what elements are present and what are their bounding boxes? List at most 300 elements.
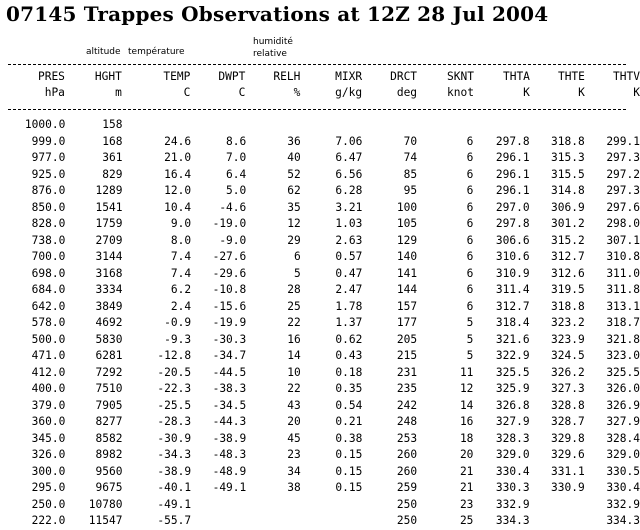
drct-cell: 248 xyxy=(396,415,418,428)
temp-cell: -55.7 xyxy=(157,514,192,527)
column-unit: m xyxy=(115,86,122,99)
thte-cell: 315.5 xyxy=(551,167,585,181)
sknt-cell: 6 xyxy=(466,299,474,313)
table-row xyxy=(8,513,640,530)
table-row xyxy=(8,398,640,415)
column-name: HGHT xyxy=(94,70,122,83)
thtv-cell: 332.9 xyxy=(606,497,640,511)
mixr-cell: 0.18 xyxy=(335,365,363,379)
dwpt-cell: 8.6 xyxy=(226,134,247,148)
temp-cell: -28.3 xyxy=(157,415,192,428)
drct-cell: 85 xyxy=(403,167,418,181)
sknt-cell: 5 xyxy=(466,349,474,362)
pres-cell: 295.0 xyxy=(31,481,66,494)
table-row xyxy=(8,167,640,184)
pres-cell: 977.0 xyxy=(31,151,66,164)
header-bottom-rule xyxy=(8,109,626,110)
thte-cell: 301.2 xyxy=(551,217,585,230)
sknt-cell: 6 xyxy=(466,266,474,280)
relh-cell: 6 xyxy=(293,250,301,263)
pres-cell: 925.0 xyxy=(31,167,66,181)
drct-cell: 105 xyxy=(396,217,418,230)
temp-cell: -40.1 xyxy=(157,481,192,494)
relh-cell: 25 xyxy=(287,299,301,313)
relh-cell: 38 xyxy=(287,481,301,494)
sknt-cell: 23 xyxy=(459,497,474,511)
pres-cell: 300.0 xyxy=(31,464,66,478)
table-row xyxy=(8,282,640,299)
sknt-cell: 6 xyxy=(466,151,474,164)
hght-cell: 5830 xyxy=(95,332,123,346)
thtv-cell: 326.0 xyxy=(606,382,640,395)
sknt-cell: 14 xyxy=(459,398,474,412)
table-row xyxy=(8,381,640,398)
pres-cell: 360.0 xyxy=(31,415,66,428)
pres-cell: 400.0 xyxy=(31,382,66,395)
pres-cell: 471.0 xyxy=(31,349,66,362)
mixr-cell: 6.47 xyxy=(335,151,363,164)
relh-cell: 5 xyxy=(293,266,301,280)
dwpt-cell: -30.3 xyxy=(212,332,247,346)
thtv-cell: 299.1 xyxy=(606,134,640,148)
drct-cell: 259 xyxy=(396,481,418,494)
drct-cell: 100 xyxy=(396,200,418,214)
relh-cell xyxy=(246,117,300,134)
dwpt-cell: -48.3 xyxy=(212,448,247,461)
thta-cell: 328.3 xyxy=(495,431,530,445)
sknt-cell: 12 xyxy=(459,382,474,395)
column-unit-row xyxy=(8,85,640,101)
hght-cell: 9675 xyxy=(95,481,123,494)
hght-cell: 3849 xyxy=(95,299,123,313)
temp-cell: -49.1 xyxy=(157,497,192,511)
hght-cell: 8277 xyxy=(95,415,123,428)
mixr-cell: 0.57 xyxy=(335,250,363,263)
sknt-cell: 16 xyxy=(459,415,474,428)
dwpt-cell xyxy=(191,497,246,514)
pres-cell: 684.0 xyxy=(31,283,66,296)
sknt-cell: 6 xyxy=(466,250,474,263)
table-row xyxy=(8,249,640,266)
relh-cell: 34 xyxy=(287,464,301,478)
table-row xyxy=(8,117,640,134)
hght-cell: 9560 xyxy=(95,464,123,478)
relh-cell xyxy=(246,513,300,530)
thtv-cell: 321.8 xyxy=(606,332,640,346)
thta-cell: 296.1 xyxy=(495,151,530,164)
mixr-cell: 0.38 xyxy=(335,431,363,445)
column-name: RELH xyxy=(273,70,301,83)
thte-cell: 315.2 xyxy=(551,233,585,247)
column-unit: K xyxy=(578,86,585,99)
thtv-cell: 298.0 xyxy=(606,217,640,230)
column-name: THTE xyxy=(557,70,585,83)
thta-cell: 297.0 xyxy=(495,200,530,214)
sknt-cell: 21 xyxy=(459,464,474,478)
drct-cell: 141 xyxy=(396,266,418,280)
thte-cell: 329.6 xyxy=(551,448,585,461)
hght-cell: 8582 xyxy=(95,431,123,445)
table-row xyxy=(8,431,640,448)
dwpt-cell: -48.9 xyxy=(212,464,247,478)
header-top-rule xyxy=(8,64,626,65)
table-row xyxy=(8,480,640,497)
thte-cell xyxy=(530,497,585,514)
drct-cell: 129 xyxy=(396,233,418,247)
pres-cell: 578.0 xyxy=(31,316,66,329)
mixr-cell: 1.03 xyxy=(335,217,363,230)
relh-cell: 29 xyxy=(287,233,301,247)
thtv-cell: 311.0 xyxy=(606,266,640,280)
humidity-annotation-line1: humidité xyxy=(253,37,293,47)
hght-cell: 10780 xyxy=(88,497,123,511)
thte-cell: 330.9 xyxy=(551,481,585,494)
sounding-data-table xyxy=(8,117,640,530)
relh-cell: 35 xyxy=(287,200,301,214)
thta-cell: 310.6 xyxy=(495,250,530,263)
relh-cell: 36 xyxy=(287,134,301,148)
table-row xyxy=(8,266,640,283)
dwpt-cell: -34.7 xyxy=(212,349,247,362)
column-unit: hPa xyxy=(44,86,65,99)
hght-cell: 3168 xyxy=(95,266,123,280)
column-unit: C xyxy=(183,86,191,99)
table-row xyxy=(8,200,640,217)
hght-cell: 4692 xyxy=(95,316,123,329)
thta-cell: 297.8 xyxy=(495,217,530,230)
hght-cell: 6281 xyxy=(95,349,123,362)
thte-cell: 331.1 xyxy=(551,464,585,478)
thtv-cell: 323.0 xyxy=(606,349,640,362)
mixr-cell xyxy=(301,117,363,134)
sknt-cell: 6 xyxy=(466,184,474,197)
pres-cell: 326.0 xyxy=(31,448,66,461)
column-name: DRCT xyxy=(390,70,418,83)
mixr-cell: 6.28 xyxy=(335,184,363,197)
hght-cell: 168 xyxy=(102,134,123,148)
relh-cell: 28 xyxy=(287,283,301,296)
mixr-cell: 6.56 xyxy=(335,167,363,181)
drct-cell xyxy=(362,117,417,134)
thtv-cell: 325.5 xyxy=(606,365,640,379)
temp-cell xyxy=(122,117,191,134)
mixr-cell: 3.21 xyxy=(335,200,363,214)
relh-cell: 40 xyxy=(287,151,301,164)
hght-cell: 7510 xyxy=(95,382,123,395)
column-name: PRES xyxy=(37,70,65,83)
hght-cell: 1541 xyxy=(95,200,123,214)
pres-cell: 738.0 xyxy=(31,233,66,247)
relh-cell: 16 xyxy=(287,332,301,346)
drct-cell: 260 xyxy=(396,464,418,478)
relh-cell: 14 xyxy=(287,349,301,362)
thtv-cell: 297.6 xyxy=(606,200,640,214)
pres-cell: 1000.0 xyxy=(24,118,66,131)
thtv-cell: 330.4 xyxy=(606,481,640,494)
thta-cell: 318.4 xyxy=(495,316,530,329)
hght-cell: 7905 xyxy=(95,398,123,412)
drct-cell: 253 xyxy=(396,431,418,445)
thtv-cell: 297.2 xyxy=(606,167,640,181)
column-name: DWPT xyxy=(218,70,246,83)
mixr-cell: 0.47 xyxy=(335,266,363,280)
table-row xyxy=(8,315,640,332)
dwpt-cell xyxy=(191,117,246,134)
column-unit: % xyxy=(293,86,301,99)
sknt-cell xyxy=(417,117,473,134)
table-row xyxy=(8,216,640,233)
table-row xyxy=(8,332,640,349)
table-row xyxy=(8,464,640,481)
temp-cell: -38.9 xyxy=(157,464,192,478)
relh-cell xyxy=(246,497,300,514)
drct-cell: 157 xyxy=(396,299,418,313)
temp-cell: 7.4 xyxy=(170,266,192,280)
mixr-cell: 0.35 xyxy=(335,382,363,395)
drct-cell: 260 xyxy=(396,448,418,461)
temperature-annotation: température xyxy=(128,47,185,57)
pres-cell: 412.0 xyxy=(31,365,66,379)
thtv-cell: 307.1 xyxy=(606,233,640,247)
temp-cell: 2.4 xyxy=(170,299,192,313)
thta-cell: 306.6 xyxy=(495,233,530,247)
thta-cell: 310.9 xyxy=(495,266,530,280)
dwpt-cell: -38.9 xyxy=(212,431,247,445)
temp-cell: 24.6 xyxy=(164,134,192,148)
sknt-cell: 6 xyxy=(466,233,474,247)
column-unit: knot xyxy=(447,86,474,99)
mixr-cell: 0.62 xyxy=(335,332,363,346)
drct-cell: 231 xyxy=(396,365,418,379)
temp-cell: 10.4 xyxy=(164,200,192,214)
thtv-cell: 310.8 xyxy=(606,250,640,263)
dwpt-cell: 5.0 xyxy=(226,184,247,197)
dwpt-cell: -29.6 xyxy=(212,266,247,280)
hght-cell: 7292 xyxy=(95,365,123,379)
relh-cell: 62 xyxy=(287,184,301,197)
dwpt-cell: -4.6 xyxy=(219,200,247,214)
table-row xyxy=(8,497,640,514)
thte-cell: 306.9 xyxy=(551,200,585,214)
column-unit: K xyxy=(633,86,640,99)
relh-cell: 22 xyxy=(287,382,301,395)
dwpt-cell: -10.8 xyxy=(212,283,247,296)
relh-cell: 52 xyxy=(287,167,301,181)
temp-cell: 6.2 xyxy=(170,283,192,296)
temp-cell: 7.4 xyxy=(170,250,192,263)
thta-cell: 296.1 xyxy=(495,167,530,181)
thte-cell: 315.3 xyxy=(551,151,585,164)
column-name: SKNT xyxy=(447,70,474,83)
sknt-cell: 6 xyxy=(466,134,474,148)
relh-cell: 20 xyxy=(287,415,301,428)
thte-cell: 329.8 xyxy=(551,431,585,445)
pres-cell: 642.0 xyxy=(31,299,66,313)
thta-cell: 322.9 xyxy=(495,349,530,362)
thte-cell: 319.5 xyxy=(551,283,585,296)
hght-cell: 8982 xyxy=(95,448,123,461)
thte-cell: 323.2 xyxy=(551,316,585,329)
mixr-cell: 0.15 xyxy=(335,481,363,494)
page-title: 07145 Trappes Observations at 12Z 28 Jul 2004 xyxy=(6,2,549,26)
sknt-cell: 6 xyxy=(466,217,474,230)
drct-cell: 250 xyxy=(396,514,418,527)
drct-cell: 250 xyxy=(396,497,418,511)
temp-cell: -0.9 xyxy=(164,316,192,329)
thta-cell: 330.3 xyxy=(495,481,530,494)
column-name: TEMP xyxy=(163,70,191,83)
thta-cell: 334.3 xyxy=(495,514,530,527)
thtv-cell: 330.5 xyxy=(606,464,640,478)
sknt-cell: 5 xyxy=(466,316,474,329)
thtv-cell: 311.8 xyxy=(606,283,640,296)
thta-cell xyxy=(473,117,529,134)
drct-cell: 215 xyxy=(396,349,418,362)
thtv-cell: 297.3 xyxy=(606,151,640,164)
thta-cell: 327.9 xyxy=(495,415,530,428)
column-name: MIXR xyxy=(335,70,363,83)
pres-cell: 250.0 xyxy=(31,497,66,511)
dwpt-cell: -27.6 xyxy=(212,250,247,263)
temp-cell: -25.5 xyxy=(157,398,192,412)
pres-cell: 698.0 xyxy=(31,266,66,280)
dwpt-cell: -44.3 xyxy=(212,415,247,428)
relh-cell: 43 xyxy=(287,398,301,412)
hght-cell: 11547 xyxy=(88,514,123,527)
drct-cell: 140 xyxy=(396,250,418,263)
sknt-cell: 6 xyxy=(466,167,474,181)
pres-cell: 345.0 xyxy=(31,431,66,445)
drct-cell: 205 xyxy=(396,332,418,346)
thtv-cell: 297.3 xyxy=(606,184,640,197)
table-row xyxy=(8,414,640,431)
dwpt-cell: -38.3 xyxy=(212,382,247,395)
dwpt-cell: 7.0 xyxy=(226,151,247,164)
pres-cell: 850.0 xyxy=(31,200,66,214)
thtv-cell: 313.1 xyxy=(606,299,640,313)
thta-cell: 297.8 xyxy=(495,134,530,148)
column-header-table xyxy=(8,69,640,101)
table-row xyxy=(8,150,640,167)
table-row xyxy=(8,233,640,250)
temp-cell: 12.0 xyxy=(164,184,192,197)
temp-cell: -22.3 xyxy=(157,382,192,395)
pres-cell: 500.0 xyxy=(31,332,66,346)
relh-cell: 45 xyxy=(287,431,301,445)
hght-cell: 1289 xyxy=(95,184,123,197)
hght-cell: 3144 xyxy=(95,250,123,263)
drct-cell: 70 xyxy=(403,134,418,148)
pres-cell: 876.0 xyxy=(31,184,66,197)
altitude-annotation: altitude xyxy=(86,47,121,57)
thtv-cell: 328.4 xyxy=(606,431,640,445)
column-unit: C xyxy=(238,86,246,99)
dwpt-cell: 6.4 xyxy=(226,167,247,181)
hght-cell: 158 xyxy=(102,118,123,131)
dwpt-cell: -15.6 xyxy=(212,299,247,313)
dwpt-cell: -49.1 xyxy=(212,481,247,494)
table-row xyxy=(8,183,640,200)
table-row xyxy=(8,348,640,365)
column-unit: deg xyxy=(396,86,418,99)
mixr-cell: 1.78 xyxy=(335,299,363,313)
drct-cell: 177 xyxy=(396,316,418,329)
thte-cell: 324.5 xyxy=(551,349,585,362)
mixr-cell xyxy=(301,497,363,514)
column-name: THTA xyxy=(502,70,530,83)
temp-cell: -9.3 xyxy=(164,332,192,346)
thte-cell: 328.8 xyxy=(551,398,585,412)
humidity-annotation-line2: relative xyxy=(253,49,287,59)
mixr-cell: 0.15 xyxy=(335,464,363,478)
temp-cell: 9.0 xyxy=(170,217,192,230)
relh-cell: 23 xyxy=(287,448,301,461)
thta-cell: 332.9 xyxy=(495,497,530,511)
thta-cell: 311.4 xyxy=(495,283,530,296)
mixr-cell: 0.54 xyxy=(335,398,363,412)
pres-cell: 999.0 xyxy=(31,134,66,148)
thte-cell: 312.7 xyxy=(551,250,585,263)
drct-cell: 144 xyxy=(396,283,418,296)
table-row xyxy=(8,447,640,464)
temp-cell: 8.0 xyxy=(170,233,192,247)
column-unit: g/kg xyxy=(335,86,363,99)
thtv-cell: 329.0 xyxy=(606,448,640,461)
pres-cell: 379.0 xyxy=(31,398,66,412)
temp-cell: -34.3 xyxy=(157,448,192,461)
drct-cell: 235 xyxy=(396,382,418,395)
table-row xyxy=(8,299,640,316)
sknt-cell: 11 xyxy=(459,365,474,379)
thte-cell: 328.7 xyxy=(551,415,585,428)
sknt-cell: 6 xyxy=(466,200,474,214)
drct-cell: 242 xyxy=(396,398,418,412)
dwpt-cell: -19.0 xyxy=(212,217,247,230)
mixr-cell xyxy=(301,513,363,530)
mixr-cell: 1.37 xyxy=(335,316,363,329)
sknt-cell: 6 xyxy=(466,283,474,296)
relh-cell: 10 xyxy=(287,365,301,379)
dwpt-cell: -9.0 xyxy=(219,233,247,247)
sknt-cell: 20 xyxy=(459,448,474,461)
temp-cell: -30.9 xyxy=(157,431,192,445)
thta-cell: 312.7 xyxy=(495,299,530,313)
mixr-cell: 0.43 xyxy=(335,349,363,362)
thta-cell: 325.5 xyxy=(495,365,530,379)
mixr-cell: 2.63 xyxy=(335,233,363,247)
temp-cell: -12.8 xyxy=(157,349,192,362)
sknt-cell: 25 xyxy=(459,514,474,527)
pres-cell: 700.0 xyxy=(31,250,66,263)
thte-cell xyxy=(530,513,585,530)
relh-cell: 22 xyxy=(287,316,301,329)
sknt-cell: 18 xyxy=(459,431,474,445)
thte-cell: 318.8 xyxy=(551,134,585,148)
thte-cell: 323.9 xyxy=(551,332,585,346)
dwpt-cell xyxy=(191,513,246,530)
drct-cell: 74 xyxy=(403,151,418,164)
hght-cell: 3334 xyxy=(95,283,123,296)
thta-cell: 329.0 xyxy=(495,448,530,461)
thta-cell: 325.9 xyxy=(495,382,530,395)
column-name-row xyxy=(8,69,640,85)
thtv-cell: 326.9 xyxy=(606,398,640,412)
pres-cell: 222.0 xyxy=(31,514,66,527)
sknt-cell: 21 xyxy=(459,481,474,494)
thtv-cell: 327.9 xyxy=(606,415,640,428)
table-row xyxy=(8,365,640,382)
thte-cell xyxy=(530,117,585,134)
